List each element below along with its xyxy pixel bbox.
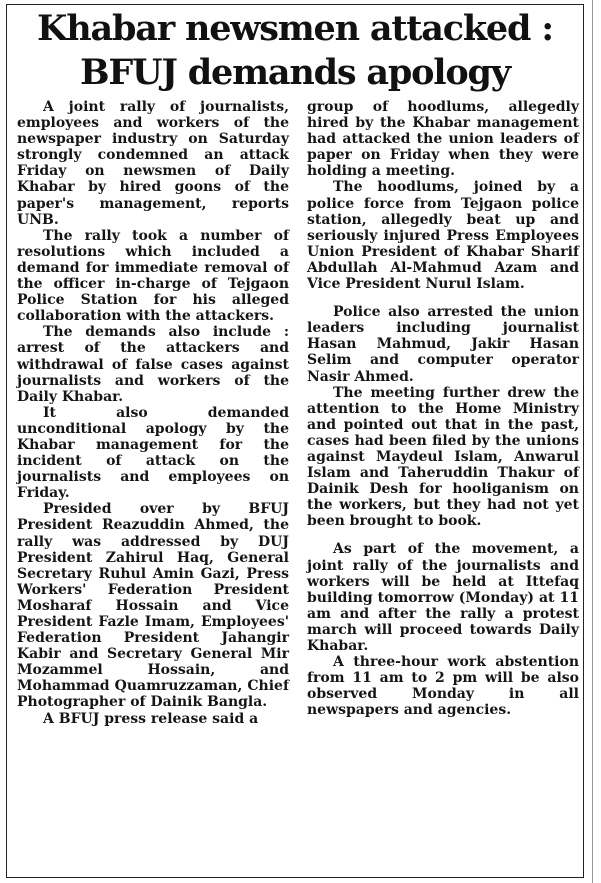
- paragraph: The demands also include : arrest of the attackers and withdrawal of false cases against journalists and workers of the Daily Khabar.: [17, 324, 289, 405]
- article-column-left: [17, 99, 289, 727]
- paragraph: The rally took a number of resolutions which included a demand for immediate removal of the officer in-charge of Tejgaon Police Station for his alleged collaboration with the attackers.: [17, 227, 289, 325]
- article-body: [7, 99, 583, 877]
- paragraph: group of hoodlums, allegedly hired by the Khabar management had attacked the union leaders of paper on Friday when they were holding a meeting.: [307, 99, 579, 180]
- paragraph: The meeting further drew the attention to the Home Ministry and pointed out that in the past, cases had been filed by the unions against Maydeul Islam, Anwarul Islam and Taheruddin Thakur of Dainik Desh for hooliganism on the workers, but they had not yet been brought to book.: [307, 384, 579, 530]
- headline: [7, 5, 583, 95]
- news-clipping: [6, 4, 584, 878]
- paragraph: Presided over by BFUJ President Reazuddin Ahmed, the rally was addressed by DUJ President Zahirul Haq, General Secretary Ruhul Amin Gazi, Press Workers' Federation President Mosharaf Hossain and Vice President Fazle Imam, Employees' Federation President Jahangir Kabir and Secretary General Mir Mozammel Hossain, and Mohammad Quamruzzaman, Chief Photographer of Dainik Bangla.: [17, 501, 289, 711]
- headline-line-2: BFUJ demands apology: [80, 52, 510, 93]
- paragraph: The hoodlums, joined by a police force from Tejgaon police station, allegedly beat up and seriously injured Press Employees Union President of Khabar Sharif Abdullah Al-Mahmud Azam and Vice President Nurul Islam.: [307, 179, 579, 293]
- article-column-right: [307, 99, 579, 718]
- page-edge-rule: [592, 0, 593, 883]
- paragraph: A joint rally of journalists, employees and workers of the newspaper industry on Saturday strongly condemned an attack Friday on newsmen of Daily Khabar by hired goons of the paper's management, reports UNB.: [17, 99, 289, 228]
- paragraph: Police also arrested the union leaders including journalist Hasan Mahmud, Jakir Hasan Selim and computer operator Nasir Ahmed.: [307, 304, 579, 385]
- headline-line-1: Khabar newsmen attacked :: [37, 8, 553, 49]
- paragraph: As part of the movement, a joint rally of the journalists and workers will be held at Ittefaq building tomorrow (Monday) at 11 am and after the rally a protest march will proceed towards Daily Khabar.: [307, 541, 579, 654]
- paragraph: It also demanded unconditional apology by the Khabar management for the incident of attack on the journalists and employees on Friday.: [17, 404, 289, 502]
- paragraph: A BFUJ press release said a: [43, 710, 259, 727]
- paragraph: A three-hour work abstention from 11 am to 2 pm will be also observed Monday in all newspapers and agencies.: [307, 654, 579, 719]
